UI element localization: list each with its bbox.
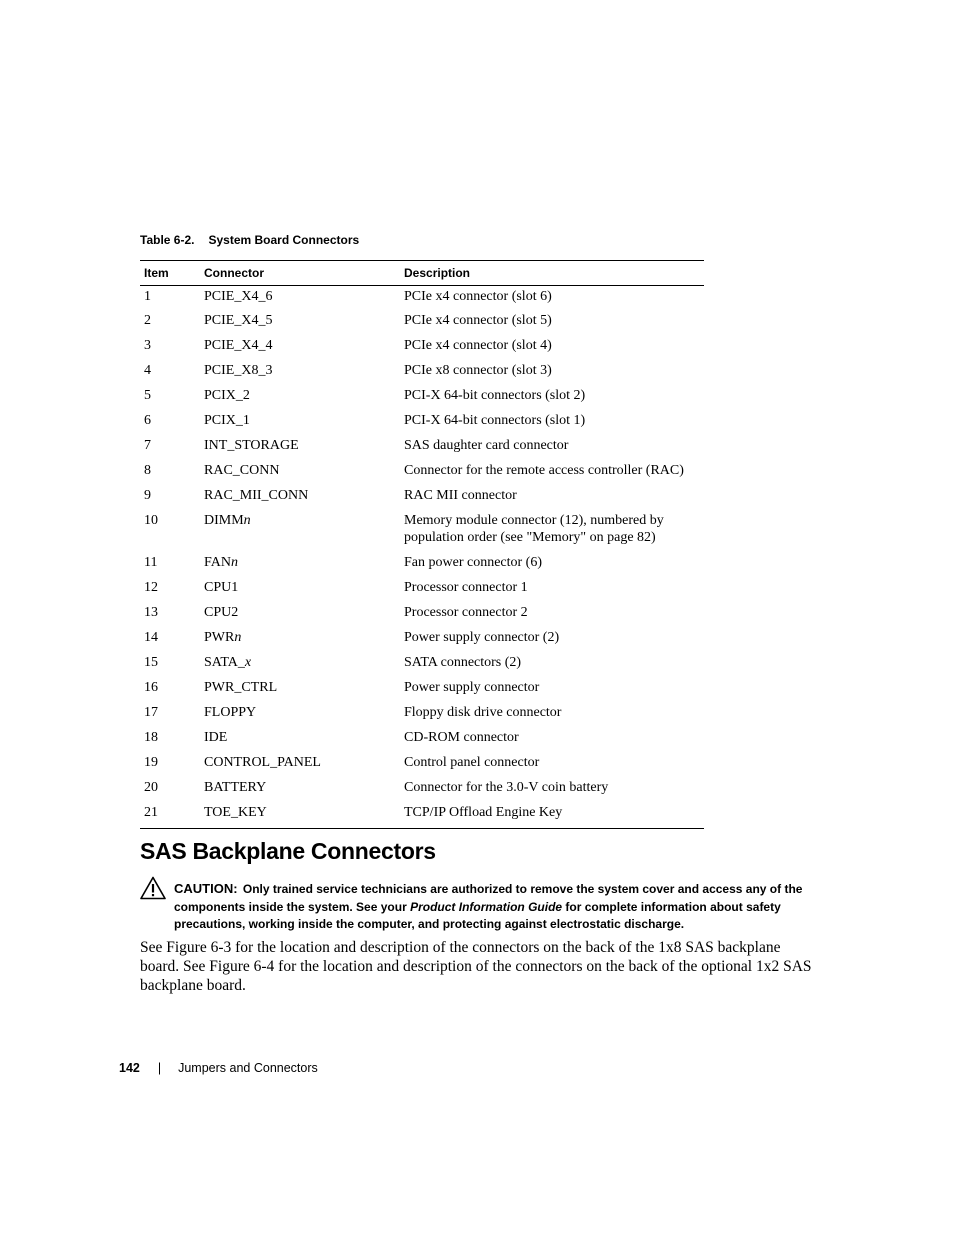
table-row (140, 578, 704, 603)
connector-name: PWR_CTRL (204, 679, 278, 695)
connector-name: FAN (204, 554, 231, 570)
connector-name: BATTERY (204, 779, 267, 795)
table-row (140, 511, 704, 553)
cell-description: Connector for the remote access controller (RAC) (404, 462, 684, 478)
connector-name: CPU2 (204, 604, 239, 620)
cell-item: 14 (144, 629, 158, 645)
cell-connector (200, 311, 400, 336)
connector-name: RAC_MII_CONN (204, 487, 309, 503)
connector-name: FLOPPY (204, 704, 257, 720)
cell-item: 15 (144, 654, 158, 670)
table-row (140, 803, 704, 829)
connector-suffix: n (243, 512, 251, 528)
connector-suffix: x (244, 654, 252, 670)
cell-item: 18 (144, 729, 158, 745)
page-number: 142 (119, 1061, 140, 1075)
cell-item: 10 (144, 512, 158, 528)
table-row (140, 411, 704, 436)
cell-connector (200, 511, 400, 553)
cell-item: 7 (144, 437, 151, 453)
cell-item: 13 (144, 604, 158, 620)
connector-name: TOE_KEY (204, 804, 267, 820)
system-board-connectors-table (140, 260, 704, 829)
cell-description: PCIe x4 connector (slot 4) (404, 337, 552, 353)
cell-item: 6 (144, 412, 151, 428)
cell-description: PCI-X 64-bit connectors (slot 1) (404, 412, 586, 428)
cell-connector (200, 728, 400, 753)
footer-separator: | (157, 1061, 162, 1075)
cell-connector (200, 578, 400, 603)
cell-item: 21 (140, 803, 200, 829)
table-row (140, 728, 704, 753)
connector-suffix: n (230, 554, 238, 570)
table-row (140, 486, 704, 511)
connector-name: PCIE_X4_4 (204, 337, 273, 353)
cell-description: PCIe x4 connector (slot 5) (404, 312, 552, 328)
header-description: Description (400, 261, 704, 286)
connector-name: CPU1 (204, 579, 239, 595)
connector-name: PCIX_1 (204, 412, 250, 428)
cell-description: Power supply connector (404, 679, 540, 695)
cell-connector (200, 678, 400, 703)
connector-suffix: n (234, 629, 242, 645)
cell-connector (200, 461, 400, 486)
header-item: Item (140, 261, 200, 286)
cell-description: Power supply connector (2) (404, 629, 560, 645)
caution-label: CAUTION: (174, 881, 238, 896)
cell-item: 16 (144, 679, 158, 695)
connector-name: PCIX_2 (204, 387, 250, 403)
table-header-row (140, 261, 704, 286)
table-row (140, 286, 704, 311)
connector-name: PCIE_X8_3 (204, 362, 273, 378)
table-row (140, 778, 704, 803)
cell-description: RAC MII connector (404, 487, 517, 503)
cell-description: SAS daughter card connector (404, 437, 569, 453)
cell-item: 1 (144, 289, 151, 304)
connector-name: PCIE_X4_5 (204, 312, 273, 328)
table-row (140, 461, 704, 486)
table-row (140, 436, 704, 461)
cell-connector (200, 628, 400, 653)
cell-item: 5 (144, 387, 151, 403)
table-row (140, 653, 704, 678)
table-row (140, 703, 704, 728)
caution-text-before: Only trained service technicians are authorized to remove the system cover and access any of the components inside the system. See your (174, 882, 803, 914)
cell-connector (200, 436, 400, 461)
caution-guide-title: Product Information Guide (410, 899, 563, 914)
connector-name: DIMM (204, 512, 244, 528)
body-paragraph: See Figure 6-3 for the location and description of the connectors on the back of the 1x8 SAS backplane board. See Figure 6-4 for the location and description of the connectors on the back of the optional 1x2 SAS backplane board. (140, 939, 812, 994)
cell-connector (200, 411, 400, 436)
page-footer (119, 1061, 318, 1075)
cell-description: Control panel connector (404, 754, 540, 770)
cell-item: 8 (144, 462, 151, 478)
cell-connector (200, 653, 400, 678)
connector-name: CONTROL_PANEL (204, 754, 321, 770)
cell-connector (200, 778, 400, 803)
cell-connector (200, 336, 400, 361)
caution-text-after: for complete information about safety precautions, working inside the computer, and protecting against electrostatic discharge. (174, 899, 781, 931)
cell-description: CD-ROM connector (404, 729, 519, 745)
table-row (140, 553, 704, 578)
connector-name: INT_STORAGE (204, 437, 299, 453)
table-row (140, 628, 704, 653)
cell-item: 11 (144, 554, 158, 570)
table-row (140, 386, 704, 411)
cell-item: 3 (144, 337, 151, 353)
cell-connector (200, 703, 400, 728)
cell-description: Floppy disk drive connector (404, 704, 562, 720)
cell-connector (200, 753, 400, 778)
cell-connector (200, 803, 400, 829)
table-caption (140, 233, 359, 247)
table-row (140, 361, 704, 386)
cell-connector (200, 553, 400, 578)
section-heading: SAS Backplane Connectors (140, 838, 436, 864)
table-row (140, 336, 704, 361)
connector-name: SATA_ (204, 654, 245, 670)
table-row (140, 311, 704, 336)
cell-description: PCIe x8 connector (slot 3) (404, 362, 552, 378)
cell-description: Processor connector 1 (404, 579, 528, 595)
chapter-title: Jumpers and Connectors (178, 1061, 318, 1075)
table-title: System Board Connectors (208, 233, 360, 247)
connector-name: PCIE_X4_6 (204, 289, 273, 304)
cell-item: 4 (144, 362, 151, 378)
table-row (140, 603, 704, 628)
cell-description: Processor connector 2 (404, 604, 528, 620)
cell-description: TCP/IP Offload Engine Key (400, 803, 704, 829)
cell-description: Memory module connector (12), numbered by population order (see "Memory" on page 82) (404, 512, 664, 545)
cell-item: 12 (144, 579, 158, 595)
cell-item: 2 (144, 312, 151, 328)
table-body (140, 286, 704, 829)
table-row (140, 678, 704, 703)
cell-description: PCIe x4 connector (slot 6) (404, 289, 552, 304)
cell-connector (200, 386, 400, 411)
cell-connector (200, 486, 400, 511)
cell-item: 20 (144, 779, 158, 795)
table-row (140, 753, 704, 778)
cell-connector (200, 361, 400, 386)
cell-description: Fan power connector (6) (404, 554, 543, 570)
connector-name: PWR (204, 629, 235, 645)
cell-item: 19 (144, 754, 158, 770)
cell-description: PCI-X 64-bit connectors (slot 2) (404, 387, 586, 403)
table-number: Table 6-2. (140, 233, 195, 247)
connector-name: RAC_CONN (204, 462, 280, 478)
cell-description: SATA connectors (2) (404, 654, 522, 670)
connector-name: IDE (204, 729, 228, 745)
header-connector: Connector (200, 261, 400, 286)
cell-item: 17 (144, 704, 158, 720)
cell-description: Connector for the 3.0-V coin battery (404, 779, 609, 795)
cell-connector (200, 603, 400, 628)
cell-connector (200, 286, 400, 311)
warning-triangle-icon (140, 876, 166, 900)
cell-item: 9 (144, 487, 151, 503)
caution-text (174, 880, 814, 934)
